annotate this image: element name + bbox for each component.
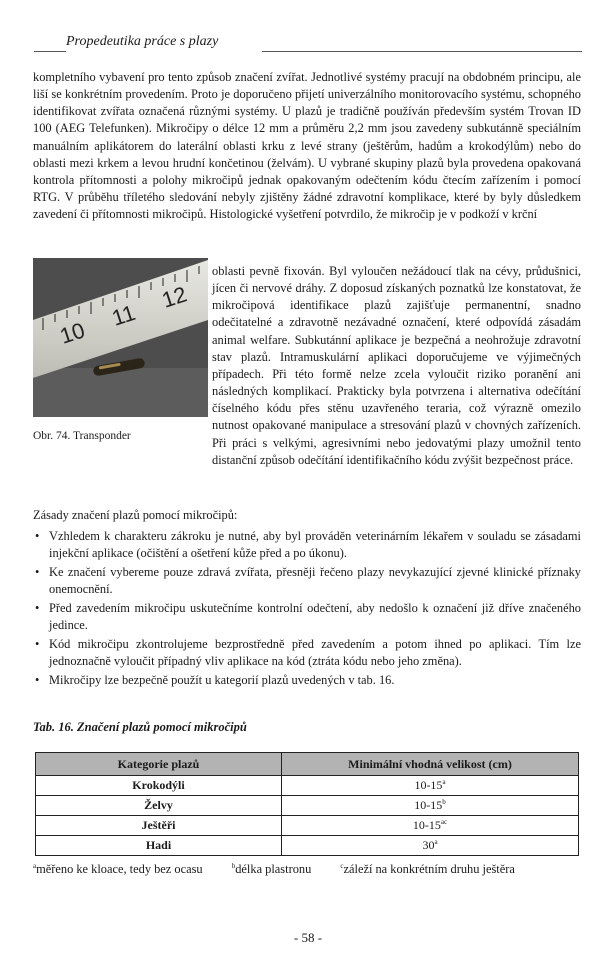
footnote-mark: ac	[440, 818, 448, 826]
footnote-mark: b	[442, 798, 446, 806]
bullet-glyph: •	[35, 564, 40, 579]
size-cell: 10-15$^b$	[282, 796, 579, 816]
ruler-number: 10	[56, 317, 88, 349]
list-item: • Před zavedením mikročipu uskutečníme kontrolní odečtení, aby nedošlo k označení již dříve značeného jedince.	[35, 600, 581, 633]
table-row	[36, 796, 579, 816]
page-number: - 58 -	[293, 930, 323, 945]
footnote: $^b$délka plastronu	[231, 862, 312, 876]
header-title: Propedeutika práce s plazy	[66, 34, 219, 49]
transponder-photo	[33, 258, 208, 417]
table-title: Tab. 16. Značení plazů pomocí mikročipů	[33, 720, 247, 734]
body-paragraph-wrapped: oblasti pevně fixován. Byl vyloučen nežádoucí tlak na cévy, průdušnici, jícen či nervové dráhy. Z doposud získaných poznatků lze konstatovat, že mikročipová identifikace plazů zajišťuje permanentní, snadno odečitatelné a zdravotně nezávadné označení, které odpovídá zásadám animal welfare. Subkutánní aplikace je bezpečná a neohrožuje zdravotní stav plazů. Intramuskulární aplikaci doporučujeme ve výjimečných případech. Při této formě nelze zcela vyloučit riziko poranění ani následných komplikací. Prakticky byla potvrzena i alternativa odečítání číselného kódu přes stěnu uzavřeného teraria, což výrazně omezilo nutnost opakované manipulace a stresování plazů v chovných zařízeních. Při práci s velkými, agresivními nebo jedovatými plazy umožnil tento distanční způsob odečítání identifikačního kódu zvýšit bezpečnost práce.	[212, 264, 581, 467]
table-row	[36, 776, 579, 796]
footnote: $^a$měřeno ke kloace, tedy bez ocasu	[33, 862, 203, 876]
ruler-number: 11	[108, 299, 139, 331]
transponder-illustration	[33, 258, 208, 417]
list-item: • Mikročipy lze bezpečně použít u kategorií plazů uvedených v tab. 16.	[33, 672, 581, 689]
figure-caption: Obr. 74. Transponder	[33, 430, 131, 442]
table-footnotes	[33, 862, 541, 877]
bullet-glyph: •	[35, 636, 40, 651]
bullet-glyph: •	[35, 672, 40, 687]
body-paragraph: kompletního vybavení pro tento způsob značení zvířat. Jednotlivé systémy pracují na obdobném principu, ale liší se konkrétním provedením. Proto je doporučeno přijetí univerzálního monitorovacího systému, schopného identifikovat zvířata označená různými systémy. U plazů je tradičně používán především systém Trovan ID 100 (AEG Telefunken). Mikročipy o délce 12 mm a průměru 2,2 mm jsou zavedeny subkutánně speciálním manuálním aplikátorem do laterální oblasti krku z levé strany (ještěrům, hadům a krokodýlům) nebo do oblasti mezi krkem a levou hrudní končetinou (želvám). U vybrané skupiny plazů byla provedena opakovaná kontrola přítomnosti a polohy mikročipů jednak opakovaným odečtením kódu čtecím zařízením i pomocí RTG. V průběhu tříletého sledování nebyly zjištěny žádné zdravotní komplikace, které by byly důsledkem zavedení či přítomnosti mikročipů. Histologické vyšetření potvrdilo, že mikročip je v podkoží v krční	[33, 70, 581, 222]
footnote-mark: a	[434, 838, 438, 846]
list-item: • Vzhledem k charakteru zákroku je nutné, aby byl prováděn veterinárním lékařem v souladu se zásadami injekční aplikace (očištění a ošetření kůže před a po úkonu).	[35, 529, 581, 561]
column-header: Kategorie plazů	[36, 753, 282, 776]
list-item: • Kód mikročipu zkontrolujeme bezprostředně před zavedením a potom ihned po aplikaci. Tím lze jednoznačně vyloučit případný vliv aplikace na kód (ztráta kódu nebo jeho změna).	[35, 636, 581, 668]
table-header-row	[36, 753, 579, 776]
principles-intro: Zásady značení plazů pomocí mikročipů:	[33, 508, 238, 522]
category-cell: Hadi	[36, 836, 282, 856]
list-item: • Ke značení vybereme pouze zdravá zvířata, přesněji řečeno plazy nevykazující zjevné klinické příznaky onemocnění.	[35, 564, 581, 597]
principles-list	[33, 528, 581, 690]
microchip-table	[35, 752, 579, 856]
footnote: $^c$záleží na konkrétním druhu ještěra	[340, 862, 515, 876]
category-cell: Ještěři	[36, 816, 282, 836]
size-cell: 30$^a$	[282, 836, 579, 856]
bullet-glyph: •	[35, 600, 40, 615]
category-cell: Želvy	[36, 796, 282, 816]
running-header	[34, 34, 582, 54]
bullet-glyph: •	[35, 529, 40, 543]
table-row	[36, 836, 579, 856]
footnote-mark: a	[442, 778, 446, 786]
ruler-number: 12	[158, 281, 190, 313]
size-cell: 10-15$^a$	[282, 776, 579, 796]
category-cell: Krokodýli	[36, 776, 282, 796]
table-row	[36, 816, 579, 836]
size-cell: $10-15^{ac}$	[282, 816, 579, 836]
column-header: Minimální vhodná velikost (cm)	[282, 753, 579, 776]
